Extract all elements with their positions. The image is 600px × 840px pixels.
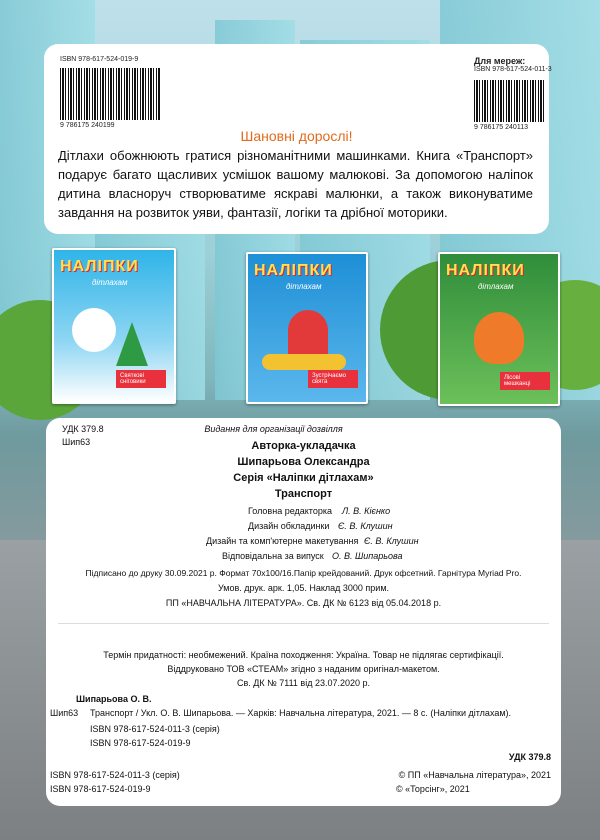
printer-cert: Св. ДК № 7111 від 23.07.2020 р. [236, 678, 371, 688]
intro-text: Дітлахи обожнюють гратися різноманітними машинками. Книга «Транспорт» подарує багато щасливих усмішок вашому малюкові. За допомогою наліпок дитина власноруч створюватиме яскраві малюнки, а також виконуватиме завдання на розвиток уяви, фантазії, логіки та дрібної моторики. [58, 148, 533, 220]
info-card [44, 44, 552, 234]
book-title: НАЛІПКИ [60, 258, 139, 275]
isbn-series: ISBN 978-617-524-011-3 (серія) [50, 770, 180, 780]
isbn-label: ISBN 978-617-524-019-9 [60, 56, 139, 63]
bib-record: Транспорт / Укл. О. В. Шипарьова. — Харків: Навчальна література, 2021. — 8 с. (Наліпки дітлахам). [90, 708, 512, 718]
barcode-left [60, 56, 170, 129]
divider [58, 623, 549, 624]
expiry-line: Термін придатності: необмежений. Країна походження: Україна. Товар не підлягає сертифікації. [103, 650, 504, 660]
isbn-book: ISBN 978-617-524-019-9 [90, 738, 191, 748]
barcode-right [474, 56, 554, 131]
book-cover-fox [438, 252, 560, 406]
cover-designer-role: Дизайн обкладинки [248, 521, 330, 531]
chief-editor: Л. В. Кієнко [342, 506, 391, 516]
compiler-name: Шипарьова Олександра [237, 456, 370, 468]
compiler-role: Авторка-укладачка [251, 440, 356, 452]
barcode-image [474, 80, 544, 122]
snowman-icon [72, 308, 116, 352]
isbn-book: ISBN 978-617-524-019-9 [50, 784, 151, 794]
udc-bottom: УДК 379.8 [508, 752, 551, 762]
code-bottom: Шип63 [50, 708, 79, 718]
isbn-series: ISBN 978-617-524-011-3 (серія) [90, 724, 220, 734]
book-cover-santa [246, 252, 368, 404]
layout-designer-role: Дизайн та комп'ютерне макетування [206, 536, 359, 546]
book-title-imprint: Транспорт [274, 488, 333, 500]
imprint-card [46, 418, 561, 806]
book-title: НАЛІПКИ [254, 262, 333, 279]
udc-top: УДК 379.8 [62, 424, 104, 434]
isbn-label: ISBN 978-617-524-011-3 [474, 66, 552, 73]
code-top: Шип63 [62, 437, 91, 447]
book-label: Святкові сніговики [116, 370, 166, 388]
author-heading: Шипарьова О. В. [76, 694, 152, 704]
book-title: НАЛІПКИ [446, 262, 525, 279]
series-title: Серія «Наліпки дітлахам» [233, 472, 374, 484]
edition-note: Видання для організації дозвілля [204, 424, 343, 434]
fox-icon [474, 312, 524, 364]
sleigh-icon [262, 354, 346, 370]
tree-icon [116, 322, 148, 366]
barcode-digits: 9 786175 240113 [474, 124, 528, 131]
layout-designer: Є. В. Клушин [364, 536, 419, 546]
greeting: Шановні дорослі! [240, 128, 353, 144]
copyright-torsing: © «Торсінг», 2021 [396, 784, 470, 794]
santa-icon [288, 310, 328, 360]
book-cover-snowman [52, 248, 176, 404]
book-subtitle: дітлахам [92, 278, 128, 287]
barcode-digits: 9 786175 240199 [60, 122, 115, 129]
print-details: Підписано до друку 30.09.2021 р. Формат 70x100/16.Папір крейдований. Друк офсетний. Гарнітура Myriad Pro. [85, 568, 522, 578]
chief-editor-role: Головна редакторка [248, 506, 332, 516]
print-sheets: Умов. друк. арк. 1,05. Наклад 3000 прим. [217, 583, 390, 593]
book-subtitle: дітлахам [286, 282, 322, 291]
book-label: Зустрічаємо свята [308, 370, 358, 388]
barcode-image [60, 68, 160, 120]
responsible-role: Відповідальна за випуск [222, 551, 324, 561]
book-subtitle: дітлахам [478, 282, 514, 291]
cover-designer: Є. В. Клушин [338, 521, 393, 531]
copyright-publisher: © ПП «Навчальна література», 2021 [398, 770, 551, 780]
printer-line: Віддруковано ТОВ «СТЕАМ» згідно з наданим оригінал-макетом. [167, 664, 440, 674]
publisher-line: ПП «НАВЧАЛЬНА ЛІТЕРАТУРА». Св. ДК № 6123 від 05.04.2018 р. [165, 598, 442, 608]
responsible: О. В. Шипарьова [332, 551, 403, 561]
book-label: Лісові мешканці [500, 372, 550, 390]
network-label: Для мереж: [474, 56, 526, 66]
